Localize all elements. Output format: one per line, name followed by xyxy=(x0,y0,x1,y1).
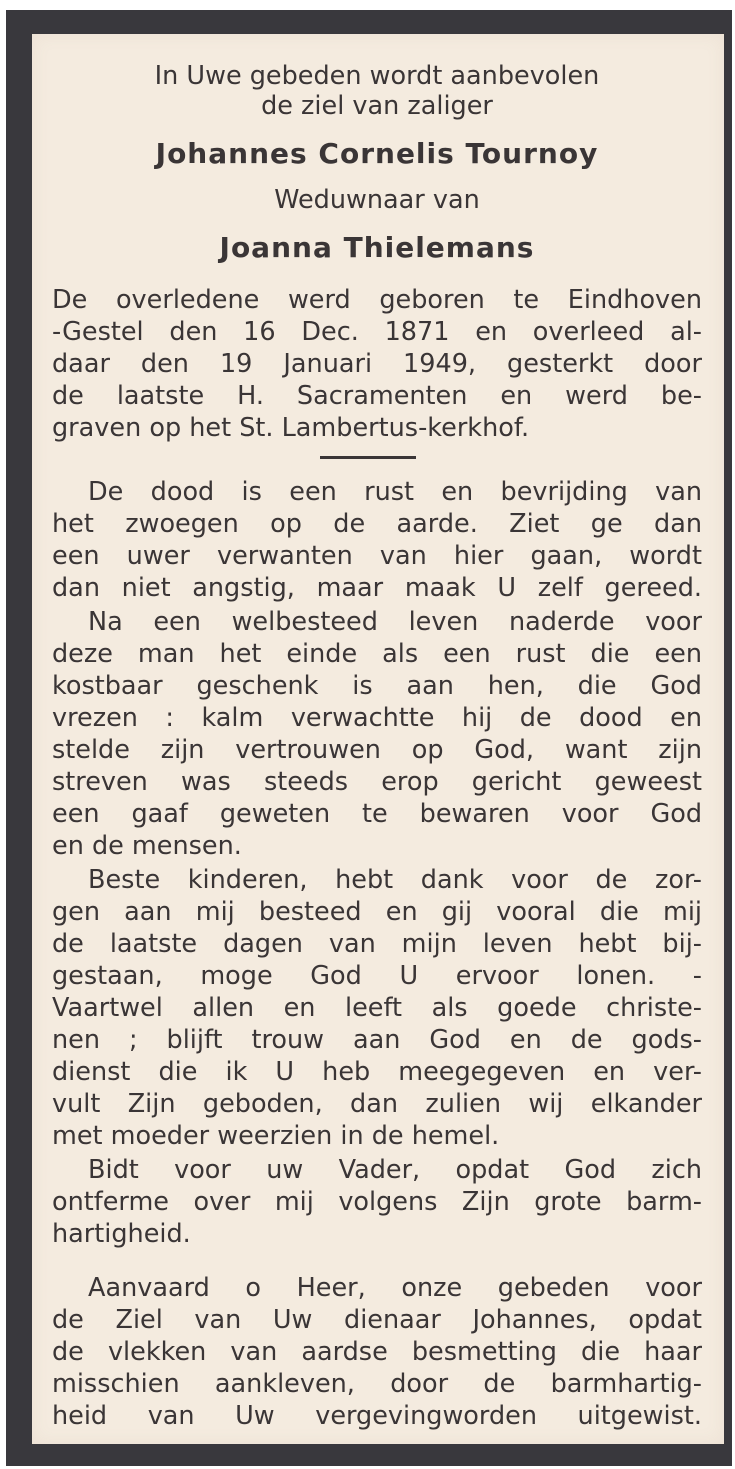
widower-label: Weduwnaar van xyxy=(274,185,480,215)
card-frame xyxy=(6,10,732,1466)
body-line: gestaan, moge God U ervoor lonen. - xyxy=(52,961,702,991)
body-line: Beste kinderen, hebt dank voor de zor- xyxy=(88,865,702,895)
header-line-1: In Uwe gebeden wordt aanbevolen xyxy=(154,61,600,91)
body-line: een gaaf geweten te bewaren voor God xyxy=(52,799,702,829)
bio-line: -Gestel den 16 Dec. 1871 en overleed al- xyxy=(52,317,702,347)
body-line: stelde zijn vertrouwen op God, want zijn xyxy=(52,735,702,765)
deceased-name: Johannes Cornelis Tournoy xyxy=(155,137,599,170)
body-line: hartigheid. xyxy=(52,1219,191,1249)
body-line: met moeder weerzien in de hemel. xyxy=(52,1121,500,1151)
body-line: streven was steeds erop gericht geweest xyxy=(52,767,702,797)
body-line: dan niet angstig, maar maak U zelf gereed. xyxy=(52,573,702,603)
divider-rule xyxy=(320,456,416,459)
body-line: ontferme over mij volgens Zijn grote barm- xyxy=(52,1187,702,1217)
body-line: het zwoegen op de aarde. Ziet ge dan xyxy=(52,509,702,539)
body-line: Aanvaard o Heer, onze gebeden voor xyxy=(88,1273,702,1303)
body-line: Na een welbesteed leven naderde voor xyxy=(88,607,702,637)
bio-line: daar den 19 Januari 1949, gesterkt door xyxy=(52,349,702,379)
body-line: en de mensen. xyxy=(52,831,242,861)
body-line: een uwer verwanten van hier gaan, wordt xyxy=(52,541,702,571)
body-line: de vlekken van aardse besmetting die haar xyxy=(52,1337,702,1367)
body-line: gen aan mij besteed en gij vooral die mij xyxy=(52,897,702,927)
body-line: deze man het einde als een rust die een xyxy=(52,639,702,669)
body-line: nen ; blijft trouw aan God en de gods- xyxy=(52,1025,702,1055)
bio-line: graven op het St. Lambertus-kerkhof. xyxy=(52,413,530,443)
body-line: de laatste dagen van mijn leven hebt bij- xyxy=(52,929,702,959)
body-line: vrezen : kalm verwachtte hij de dood en xyxy=(52,703,702,733)
body-line: Bidt voor uw Vader, opdat God zich xyxy=(88,1155,702,1185)
bio-line: de laatste H. Sacramenten en werd be- xyxy=(52,381,702,411)
bio-line: De overledene werd geboren te Eindhoven xyxy=(52,285,702,315)
body-line: heid van Uw vergevingworden uitgewist. xyxy=(52,1401,702,1431)
prayer-card xyxy=(32,34,724,1444)
body-line: vult Zijn geboden, dan zulien wij elkander xyxy=(52,1089,702,1119)
body-line: kostbaar geschenk is aan hen, die God xyxy=(52,671,702,701)
body-line: dienst die ik U heb meegegeven en ver- xyxy=(52,1057,702,1087)
body-line: de Ziel van Uw dienaar Johannes, opdat xyxy=(52,1305,702,1335)
body-line: De dood is een rust en bevrijding van xyxy=(88,477,702,507)
header-line-2: de ziel van zaliger xyxy=(261,91,493,121)
spouse-name: Joanna Thielemans xyxy=(219,231,535,264)
body-line: Vaartwel allen en leeft als goede christe- xyxy=(52,993,702,1023)
body-line: misschien aankleven, door de barmhartig- xyxy=(52,1369,702,1399)
